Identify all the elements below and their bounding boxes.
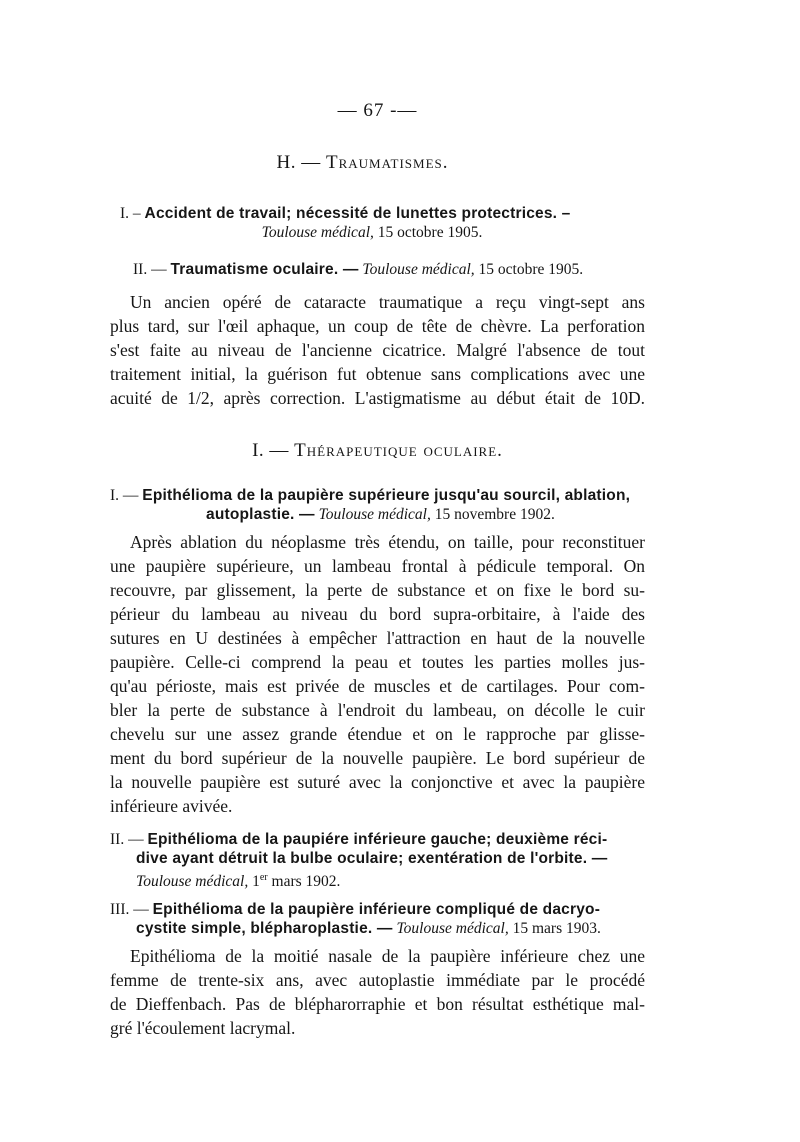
text-line: ment du bord supérieur de la nouvelle paupière. Le bord supérieur de <box>110 748 645 768</box>
entry-date: 15 mars 1903. <box>512 920 601 937</box>
text-line: qu'au périoste, mais est privée de muscles et de cartilages. Pour com- <box>110 676 645 696</box>
text-line: de Dieffenbach. Pas de blépharorraphie et bon résultat esthétique mal- <box>110 994 645 1014</box>
entry-title-line1: Epithélioma de la paupière supérieure jusqu'au sourcil, ablation, <box>142 487 631 504</box>
bibliography-entry-h1 <box>120 204 650 242</box>
text-line: une paupière supérieure, un lambeau frontal à pédicule temporal. On <box>110 556 645 576</box>
entry-number: II. — <box>110 831 144 848</box>
entry-source: Toulouse médical, <box>136 873 249 891</box>
entry-date: 15 octobre 1905. <box>478 261 584 278</box>
section-title: Thérapeutique oculaire. <box>294 440 503 461</box>
entry-number: II. — <box>133 261 167 278</box>
text-line: Après ablation du néoplasme très étendu, on taille, pour reconstituer <box>130 532 645 552</box>
entry-number: I. — <box>110 487 139 504</box>
bibliography-entry-i1 <box>110 486 650 524</box>
section-letter: I. — <box>252 440 289 461</box>
entry-title-line2: dive ayant détruit la bulbe oculaire; exentération de l'orbite. — <box>136 850 608 867</box>
text-line: gré l'écoulement lacrymal. <box>110 1018 296 1038</box>
entry-title-line2: autoplastie. — <box>206 506 315 523</box>
page-number: — 67 -— <box>337 100 418 121</box>
bibliography-entry-i3 <box>110 900 650 938</box>
text-line: plus tard, sur l'œil aphaque, un coup de tête de chèvre. La perforation <box>110 316 645 336</box>
text-line: Un ancien opéré de cataracte traumatique a reçu vingt-sept ans <box>130 292 645 312</box>
text-line: bler la perte de substance à l'endroit du lambeau, on décolle le cuir <box>110 700 645 720</box>
entry-title-line2: cystite simple, blépharoplastie. — <box>136 920 393 937</box>
entry-title-line1: Epithélioma de la paupiére inférieure gauche; deuxième réci- <box>147 831 608 848</box>
section-letter: H. — <box>276 152 321 173</box>
entry-source: Toulouse médical, <box>362 261 475 278</box>
entry-title: Traumatisme oculaire. — <box>170 261 359 278</box>
bibliography-entry-i2 <box>110 830 650 891</box>
entry-title-line1: Epithélioma de la paupière inférieure compliqué de dacryo- <box>152 901 601 918</box>
text-line: s'est faite au niveau de l'ancienne cicatrice. Malgré l'absence de tout <box>110 340 645 360</box>
entry-source: Toulouse médical, <box>396 920 509 937</box>
text-line: Epithélioma de la moitié nasale de la paupière inférieure chez une <box>130 946 645 966</box>
paragraph-epithelioma-inferieure <box>110 944 645 1040</box>
text-line: femme de trente-six ans, avec autoplastie immédiate par le procédé <box>110 970 645 990</box>
text-line: périeur du lambeau au niveau du bord supra-orbitaire, à l'aide des <box>110 604 645 624</box>
entry-source: Toulouse médical, <box>261 224 374 241</box>
paragraph-epithelioma-superieure <box>110 530 645 818</box>
text-line: paupière. Celle-ci comprend la peau et toutes les parties molles jus- <box>110 652 645 672</box>
section-heading-i <box>15 440 740 462</box>
bibliography-entry-h2 <box>133 260 653 279</box>
entry-number: III. — <box>110 901 149 918</box>
entry-date: 15 novembre 1902. <box>434 506 555 523</box>
text-line: sutures en U destinées à empêcher l'attraction en haut de la nouvelle <box>110 628 645 648</box>
entry-title: Accident de travail; nécessité de lunettes protectrices. – <box>144 205 571 222</box>
entry-date: 15 octobre 1905. <box>377 224 483 241</box>
entry-date: 1er mars 1902. <box>252 872 341 891</box>
entry-source: Toulouse médical, <box>318 506 431 523</box>
text-line: chevelu sur une assez grande étendue et on le rapproche par glisse- <box>110 724 645 744</box>
text-line: recouvre, par glissement, la perte de substance et on fixe le bord su- <box>110 580 645 600</box>
text-line: inférieure avivée. <box>110 796 233 816</box>
text-line: traitement initial, la guérison fut obtenue sans complications avec une <box>110 364 645 384</box>
entry-number: I. – <box>120 205 141 222</box>
section-heading-h <box>0 152 725 174</box>
paragraph-traumatisme <box>110 290 645 410</box>
text-line: la nouvelle paupière est suturé avec la conjonctive et avec la paupière <box>110 772 645 792</box>
section-title: Traumatismes. <box>325 152 449 173</box>
text-line: acuité de 1/2, après correction. L'astigmatisme au début était de 10D. <box>110 388 645 408</box>
